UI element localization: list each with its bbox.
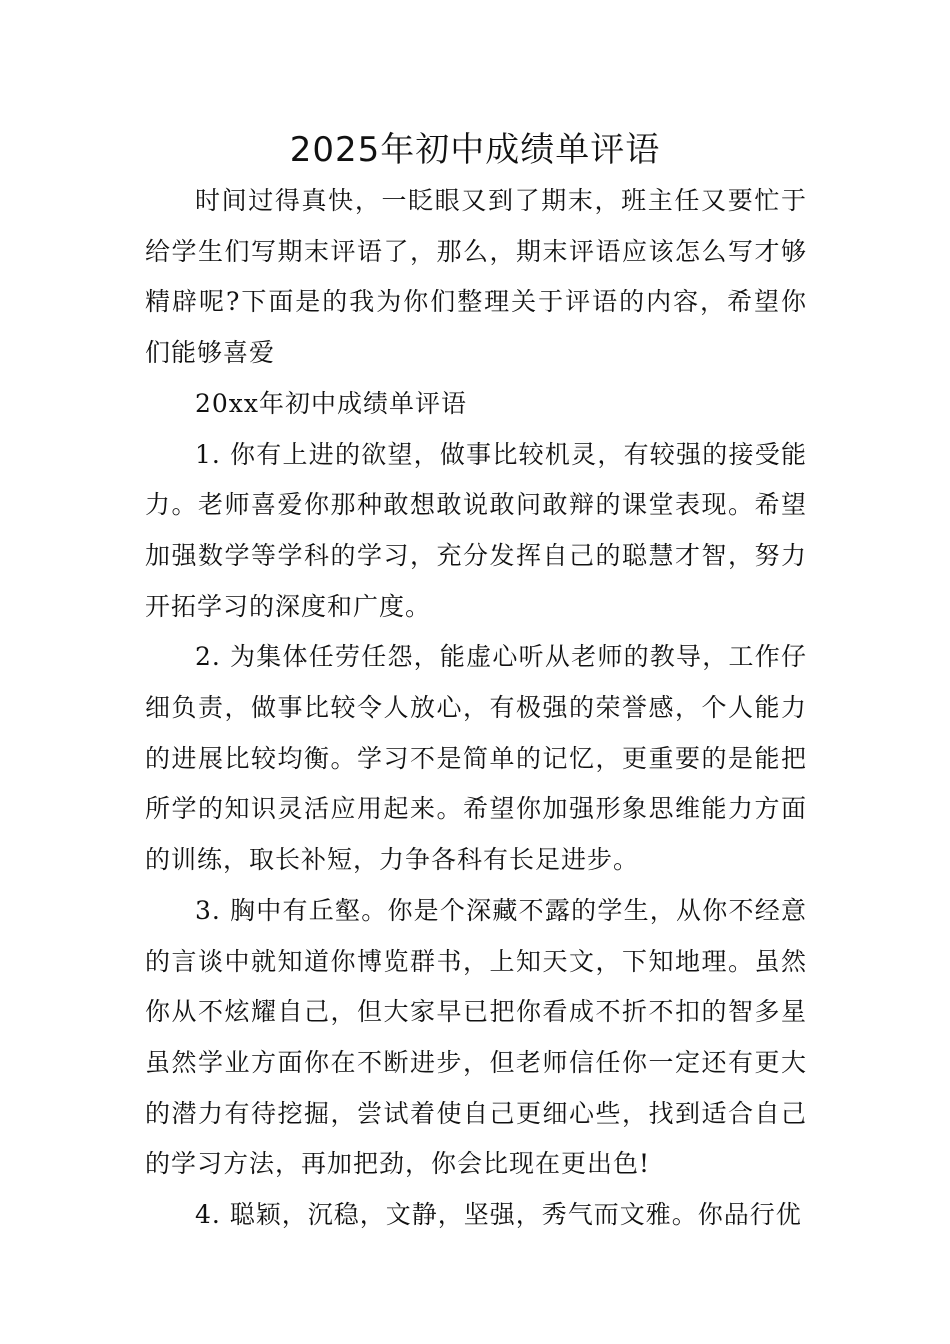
document-title: 2025年初中成绩单评语 — [289, 130, 661, 170]
comment-paragraph-4: 4. 聪颖，沉稳，文静，坚强，秀气而文雅。你品行优 — [195, 1200, 802, 1230]
section-heading: 20xx年初中成绩单评语 — [195, 388, 468, 418]
comment-paragraph-1: 1. 你有上进的欲望，做事比较机灵，有较强的接受能力。老师喜爱你那种敢想敢说敢问敢辩的课堂表现。希望加强数学等学科的学习，充分发挥自己的聪慧才智，努力开拓学习的深度和广度。 — [145, 439, 807, 621]
comment-paragraph-2: 2. 为集体任劳任怨，能虚心听从老师的教导，工作仔细负责，做事比较令人放心，有极强的荣誉感，个人能力的进展比较均衡。学习不是简单的记忆，更重要的是能把所学的知识灵活应用起来。希望你加强形象思维能力方面的训练，取长补短，力争各科有长足进步。 — [145, 642, 807, 875]
comment-paragraph-3: 3. 胸中有丘壑。你是个深藏不露的学生，从你不经意的言谈中就知道你博览群书，上知天文，下知地理。虽然你从不炫耀自己，但大家早已把你看成不折不扣的智多星虽然学业方面你在不断进步，但老师信任你一定还有更大的潜力有待挖掘，尝试着使自己更细心些，找到适合自己的学习方法，再加把劲，你会比现在更出色! — [145, 895, 807, 1179]
document-body — [145, 176, 807, 1241]
intro-paragraph: 时间过得真快，一眨眼又到了期末，班主任又要忙于给学生们写期末评语了，那么，期末评语应该怎么写才够精辟呢?下面是的我为你们整理关于评语的内容，希望你们能够喜爱 — [145, 186, 807, 368]
